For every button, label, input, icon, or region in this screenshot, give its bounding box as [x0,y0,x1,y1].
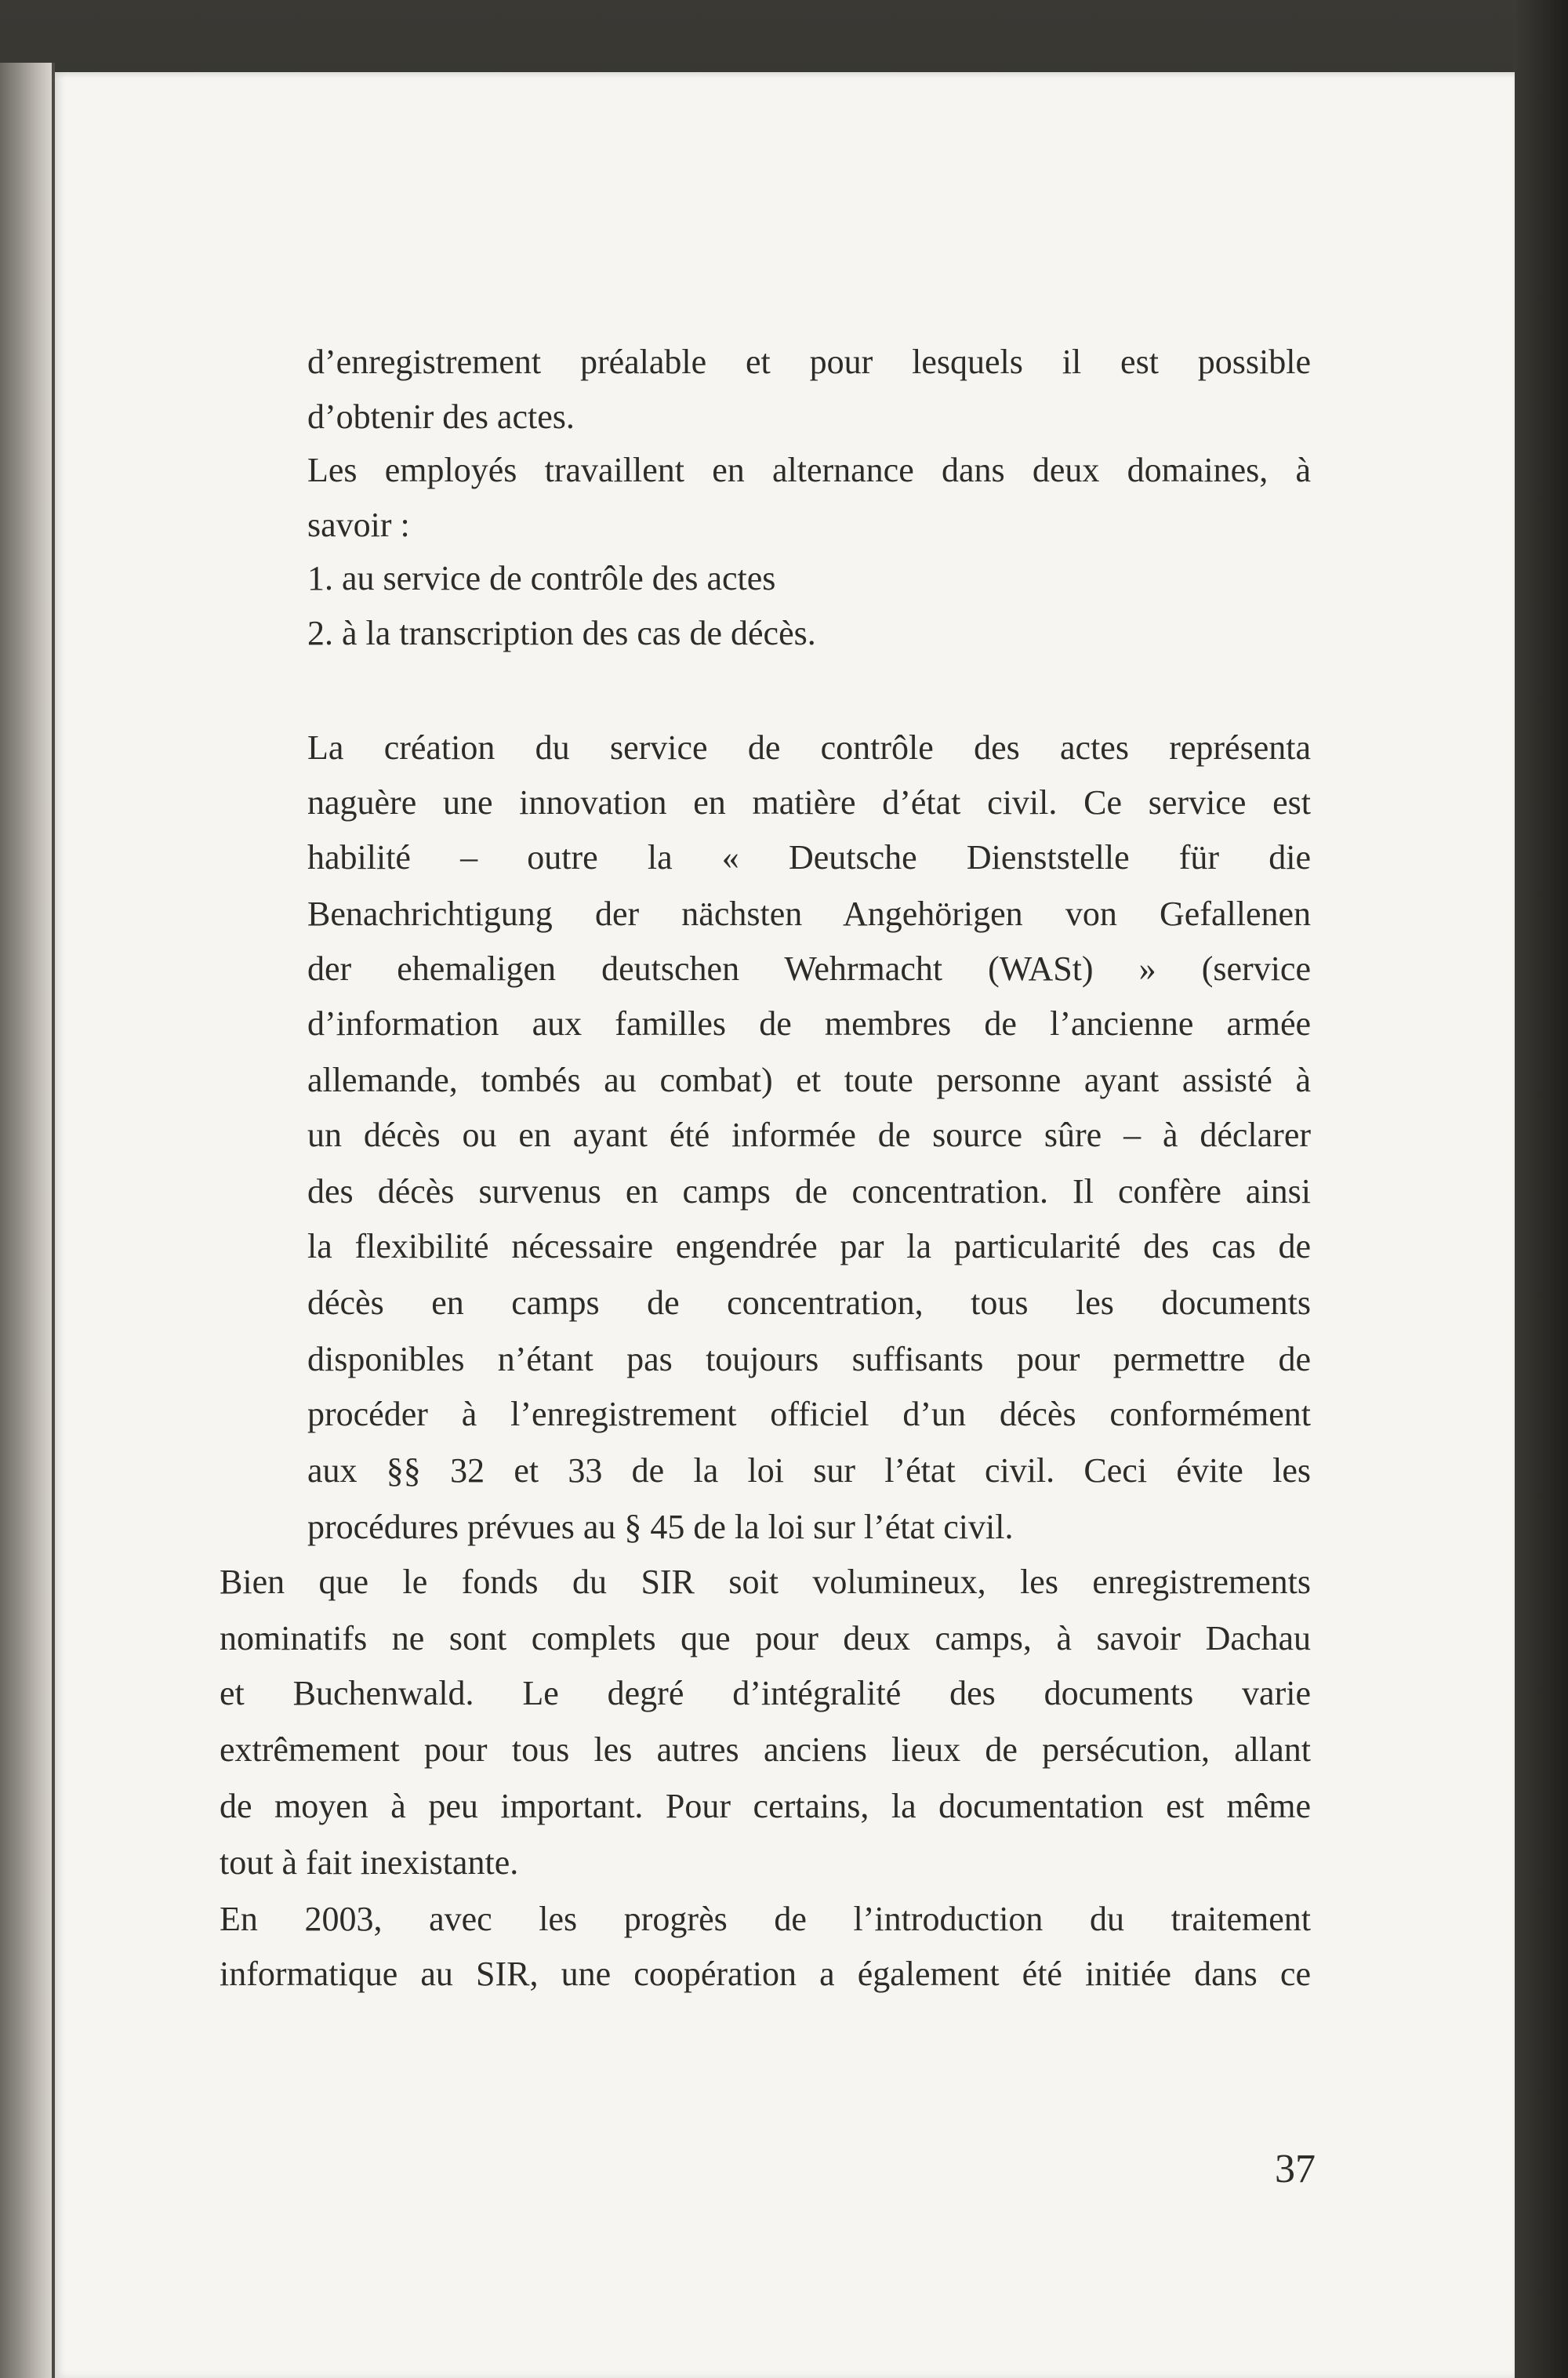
text-line: extrêmement pour tous les autres anciens lieux de persécution, allant [220,1730,1311,1769]
text-line: procéder à l’enregistrement officiel d’un décès conformément [307,1395,1311,1433]
text-line: informatique au SIR, une coopération a également été initiée dans ce [220,1955,1311,1993]
text-line: des décès survenus en camps de concentration. Il confère ainsi [307,1172,1311,1211]
text-line: habilité – outre la « Deutsche Dienststelle für die [307,838,1311,877]
text-line: procédures prévues au § 45 de la loi sur l’état civil. [307,1508,1014,1546]
scanner-edge [1513,0,1568,2378]
text-line: disponibles n’étant pas toujours suffisants pour permettre de [307,1340,1311,1378]
facing-page-edge [0,63,52,2378]
text-line: Les employés travaillent en alternance dans deux domaines, à [307,451,1311,489]
text-line: d’enregistrement préalable et pour lesquels il est possible [307,343,1311,381]
text-line: allemande, tombés au combat) et toute personne ayant assisté à [307,1061,1311,1099]
text-line: Bien que le fonds du SIR soit volumineux, les enregistrements [220,1563,1311,1601]
text-line: Benachrichtigung der nächsten Angehörigen von Gefallenen [307,895,1311,933]
list-item: 2. à la transcription des cas de décès. [307,614,816,652]
book-page [55,72,1515,2378]
list-item: 1. au service de contrôle des actes [307,559,776,597]
text-line: der ehemaligen deutschen Wehrmacht (WASt) » (service [307,949,1311,988]
text-line: La création du service de contrôle des actes représenta [307,728,1311,767]
text-line: aux §§ 32 et 33 de la loi sur l’état civil. Ceci évite les [307,1451,1311,1490]
text-line: d’obtenir des actes. [307,398,575,436]
text-line: tout à fait inexistante. [220,1843,519,1882]
page-number: 37 [1275,2147,1316,2191]
text-line: la flexibilité nécessaire engendrée par la particularité des cas de [307,1227,1311,1265]
text-line: naguère une innovation en matière d’état civil. Ce service est [307,783,1311,822]
text-line: et Buchenwald. Le degré d’intégralité des documents varie [220,1674,1311,1712]
text-line: nominatifs ne sont complets que pour deux camps, à savoir Dachau [220,1619,1311,1657]
text-line: de moyen à peu important. Pour certains, la documentation est même [220,1787,1311,1825]
text-line: décès en camps de concentration, tous les documents [307,1283,1311,1322]
text-line: savoir : [307,506,410,544]
text-line: d’information aux familles de membres de l’ancienne armée [307,1004,1311,1043]
text-line: En 2003, avec les progrès de l’introduction du traitement [220,1900,1311,1938]
text-line: un décès ou en ayant été informée de source sûre – à déclarer [307,1116,1311,1154]
